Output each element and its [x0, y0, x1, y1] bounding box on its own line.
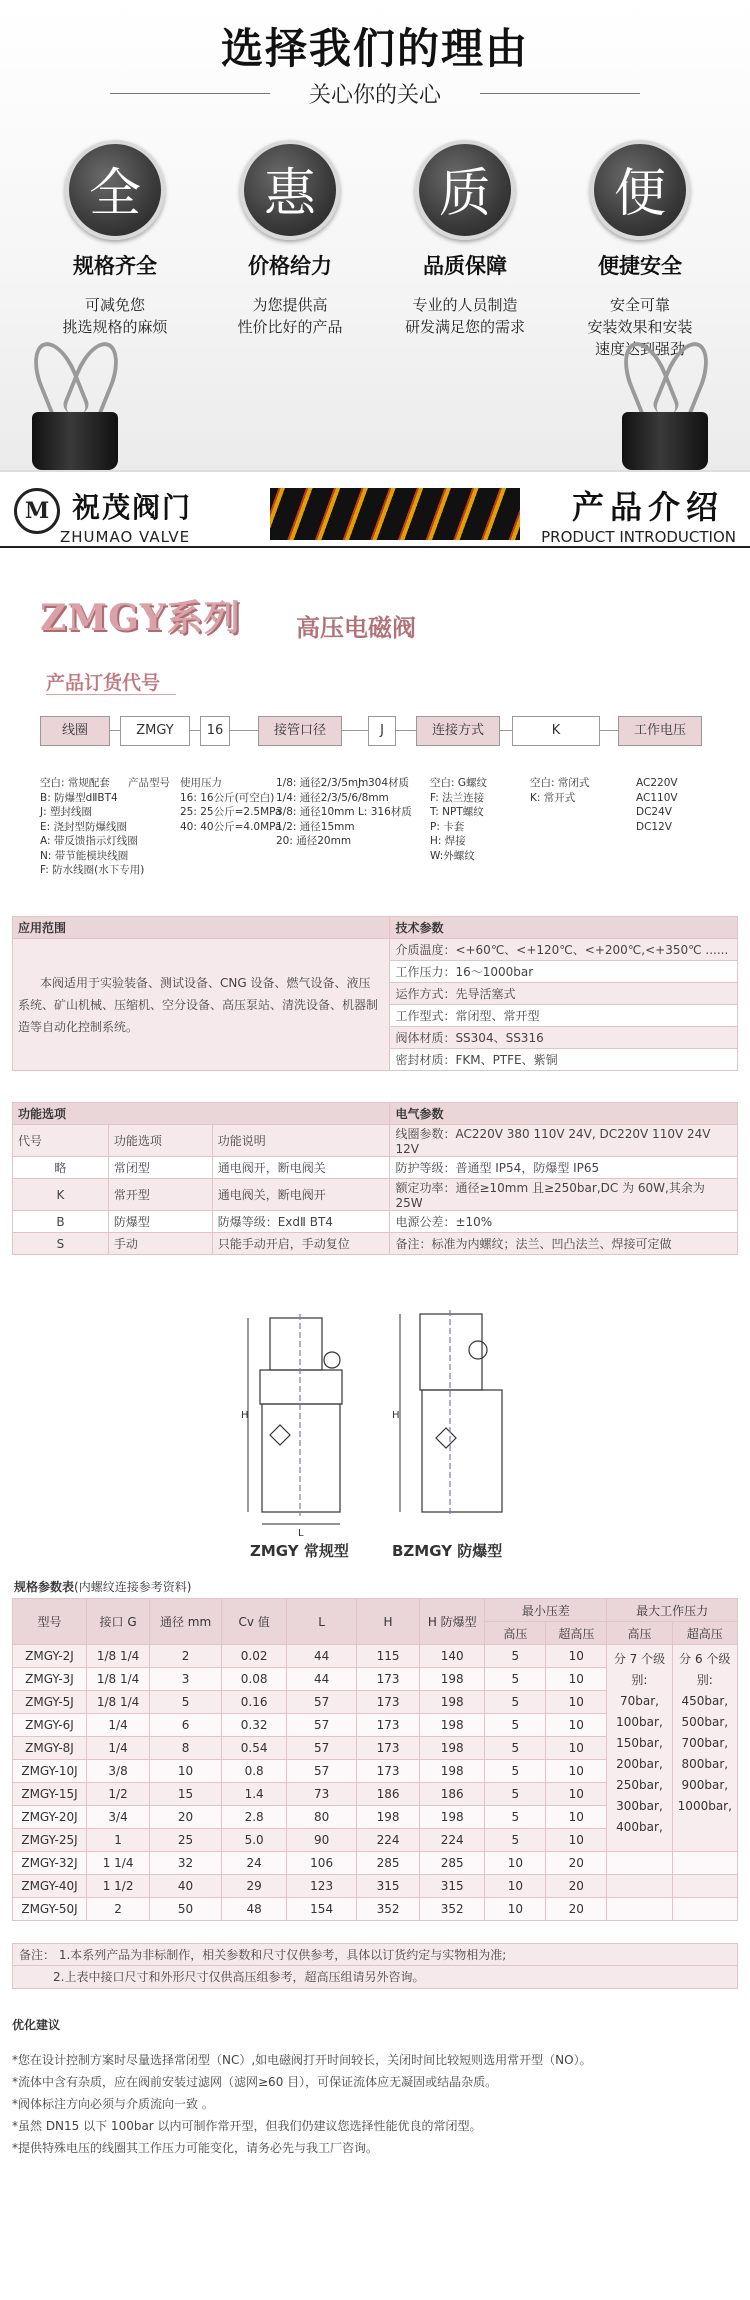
valve-body — [422, 1390, 502, 1512]
application-text — [13, 939, 390, 1071]
table-cell: 352 — [356, 1898, 419, 1921]
table-cell: 224 — [420, 1829, 485, 1852]
table-cell: 186 — [420, 1783, 485, 1806]
func-option: 常闭型 — [108, 1157, 212, 1179]
binder-clip-right-icon — [600, 330, 730, 470]
table-cell: ZMGY-8J — [13, 1737, 87, 1760]
table-cell: 20 — [546, 1898, 607, 1921]
table-cell: 173 — [356, 1737, 419, 1760]
valve-dimension-diagrams — [240, 1310, 530, 1540]
pressure-level-line: 250bar, — [616, 1778, 663, 1792]
table-cell: 20 — [150, 1806, 222, 1829]
table-cell: 57 — [287, 1714, 357, 1737]
table-cell: 0.54 — [221, 1737, 286, 1760]
param-title-text: 规格参数表 — [14, 1580, 75, 1594]
table-cell: ZMGY-5J — [13, 1691, 87, 1714]
code-box-valve-state: K — [512, 716, 600, 746]
code-desc-material: J: 304材质 L: 316材质 — [358, 777, 412, 818]
application-heading: 应用范围 — [13, 917, 390, 939]
table-cell: 10 — [546, 1829, 607, 1852]
table-cell: 0.32 — [221, 1714, 286, 1737]
table-cell: 8 — [150, 1737, 222, 1760]
code-desc-valve-state: 空白: 常闭式 K: 常开式 — [530, 777, 590, 804]
table-cell: ZMGY-15J — [13, 1783, 87, 1806]
feature-desc-line: 安全可靠 — [609, 296, 670, 314]
table-cell: 3/8 — [87, 1760, 150, 1783]
advice-section — [12, 2000, 738, 2159]
decorative-stripes — [270, 488, 520, 540]
table-cell: 5 — [485, 1714, 546, 1737]
func-heading: 功能选项 — [13, 1103, 390, 1125]
table-cell: 5 — [150, 1691, 222, 1714]
col-port: 接口 G — [87, 1599, 150, 1645]
table-cell: 5 — [485, 1645, 546, 1668]
table-cell: 90 — [287, 1829, 357, 1852]
table-cell: 1/4 — [87, 1737, 150, 1760]
diagram-label-explosion-proof: BZMGY 防爆型 — [392, 1542, 503, 1560]
table-cell: ZMGY-25J — [13, 1829, 87, 1852]
table-cell: 0.02 — [221, 1645, 286, 1668]
table-cell-empty — [607, 1898, 672, 1921]
func-desc: 防爆等级：ExdⅡ BT4 — [212, 1211, 390, 1233]
param-table-title — [14, 1578, 191, 1595]
col-l: L — [287, 1599, 357, 1645]
table-cell: 44 — [287, 1668, 357, 1691]
feature-glyph-badge: 惠 — [240, 140, 340, 240]
feature-title: 规格齐全 — [73, 254, 157, 278]
table-cell: 10 — [546, 1806, 607, 1829]
sub-col-high: 高压 — [485, 1622, 546, 1645]
sub-col-high: 高压 — [607, 1622, 672, 1645]
table-cell: 1 1/4 — [87, 1852, 150, 1875]
feature-desc — [215, 294, 365, 338]
table-cell: ZMGY-10J — [13, 1760, 87, 1783]
pressure-level-line: 70bar, — [619, 1694, 659, 1708]
brand-name-en: ZHUMAO VALVE — [60, 528, 191, 546]
table-cell: 2.8 — [221, 1806, 286, 1829]
feature-desc-line: 为您提供高 — [252, 296, 328, 314]
feature-desc-line: 速度达到强劲 — [594, 340, 685, 358]
code-desc-model: 产品型号 — [128, 777, 170, 789]
feature-glyph-badge: 全 — [65, 140, 165, 240]
table-row — [13, 1898, 738, 1921]
elec-row: 电源公差：±10% — [390, 1211, 738, 1233]
table-cell: 1/8 1/4 — [87, 1668, 150, 1691]
feature-desc-line: 安装效果和安装 — [587, 318, 693, 336]
tech-row: 工作型式：常闭型、常开型 — [390, 1005, 738, 1027]
func-code: K — [13, 1179, 109, 1211]
table-row — [13, 1645, 738, 1668]
table-cell: 20 — [546, 1875, 607, 1898]
brand-logo-icon: M — [14, 488, 60, 534]
banner-subtitle: 关心你的关心 — [308, 83, 441, 108]
table-cell: 48 — [221, 1898, 286, 1921]
pressure-level-line: 900bar, — [681, 1778, 729, 1792]
table-cell-empty — [607, 1875, 672, 1898]
feature-desc-line: 可减免您 — [84, 296, 145, 314]
pressure-level-line: 1000bar, — [677, 1799, 732, 1813]
table-cell: 29 — [221, 1875, 286, 1898]
pressure-level-line: 别: — [696, 1673, 713, 1687]
advice-line: *虽然 DN15 以下 100bar 以内可制作常开型，但我们仍建议您选择性能优良的常闭型。 — [12, 2119, 482, 2133]
table-cell: 10 — [150, 1760, 222, 1783]
table-cell: 0.8 — [221, 1760, 286, 1783]
port-thread — [436, 1428, 456, 1448]
pressure-level-line: 400bar, — [616, 1820, 663, 1834]
table-cell: 40 — [150, 1875, 222, 1898]
code-desc-port-size: 1/8: 通径2/3/5mm 1/4: 通径2/3/5/6/8mm 3/8: 通径10mm 1/2: 通径15mm 20: 通径20mm — [276, 777, 389, 847]
table-cell: 1.4 — [221, 1783, 286, 1806]
tech-row: 运作方式：先导活塞式 — [390, 983, 738, 1005]
col-h-explosion: H 防爆型 — [420, 1599, 485, 1645]
feature-desc-line: 研发满足您的需求 — [404, 318, 525, 336]
table-cell-empty — [672, 1852, 737, 1875]
func-code: 略 — [13, 1157, 109, 1179]
table-cell: 80 — [287, 1806, 357, 1829]
brand-name-cn: 祝茂阀门 — [72, 491, 193, 524]
advice-line: *提供特殊电压的线圈其工作压力可能变化，请务必先与我工厂咨询。 — [12, 2141, 379, 2155]
table-cell: 5 — [485, 1806, 546, 1829]
product-intro-en: PRODUCT INTRODUCTION — [541, 528, 736, 546]
table-cell: 315 — [356, 1875, 419, 1898]
table-cell: 285 — [356, 1852, 419, 1875]
table-cell: 352 — [420, 1898, 485, 1921]
code-box-port-size: 接管口径 — [258, 716, 342, 746]
table-cell: 0.08 — [221, 1668, 286, 1691]
col-group-min-diff: 最小压差 — [485, 1599, 607, 1622]
banner-subtitle-row — [110, 78, 640, 108]
col-group-max-pressure: 最大工作压力 — [607, 1599, 738, 1622]
series-type: 高压电磁阀 — [296, 613, 416, 642]
note-line: 备注： 1.本系列产品为非标制作，相关参数和尺寸仅供参考，具体以订货约定与实物相为准; — [13, 1944, 737, 1966]
tech-row: 工作压力：16～1000bar — [390, 961, 738, 983]
feature-card-price — [215, 140, 365, 338]
code-box-connection: 连接方式 — [416, 716, 500, 746]
pressure-level-line: 分 7 个级 — [613, 1652, 666, 1666]
pressure-level-line: 150bar, — [616, 1736, 663, 1750]
code-desc-connection: 空白: G螺纹 F: 法兰连接 T: NPT螺纹 P: 卡套 H: 焊接 W:外螺纹 — [430, 777, 488, 862]
table-cell: 10 — [546, 1760, 607, 1783]
tech-row: 阀体材质：SS304、SS316 — [390, 1027, 738, 1049]
table-cell: 1/8 1/4 — [87, 1645, 150, 1668]
elec-heading: 电气参数 — [390, 1103, 738, 1125]
order-code-title: 产品订货代号 — [46, 672, 161, 694]
dim-l-text: L — [298, 1528, 304, 1539]
tech-heading: 技术参数 — [390, 917, 738, 939]
func-option: 常开型 — [108, 1179, 212, 1211]
feature-card-quality — [390, 140, 540, 338]
table-cell: 198 — [356, 1806, 419, 1829]
table-cell: ZMGY-40J — [13, 1875, 87, 1898]
table-cell: 1/8 1/4 — [87, 1691, 150, 1714]
pressure-level-line: 800bar, — [681, 1757, 729, 1771]
elec-row: 额定功率：通径≥10mm 且≥250bar,DC 为 60W,其余为 25W — [390, 1179, 738, 1211]
feature-card-convenience — [565, 140, 715, 360]
feature-desc-line: 性价比好的产品 — [237, 318, 343, 336]
table-cell: 173 — [356, 1714, 419, 1737]
feature-glyph-badge: 便 — [590, 140, 690, 240]
code-desc-coil: 空白: 常规配套 B: 防爆型dⅡBT4 J: 塑封线圈 E: 浇封型防爆线圈 A: 带反馈指示灯线圈 N: 带节能模块线圈 F: 防水线圈(水下专用) — [40, 777, 145, 876]
feature-title: 品质保障 — [423, 254, 507, 278]
code-desc-pressure: 使用压力 16: 16公斤(可空白) 25: 25公斤=2.5MPa 40: 40公斤=4.0MPa — [180, 777, 282, 833]
param-title-note: (内螺纹连接参考资料) — [74, 1580, 192, 1594]
banner-title: 选择我们的理由 — [220, 24, 529, 73]
clip-jaw — [622, 412, 708, 470]
sub-col-ultra: 超高压 — [546, 1622, 607, 1645]
table-cell: 198 — [420, 1714, 485, 1737]
table-cell: 285 — [420, 1852, 485, 1875]
table-cell: 5 — [485, 1737, 546, 1760]
feature-title: 价格给力 — [248, 254, 332, 278]
port-thread — [270, 1425, 290, 1445]
table-cell: 198 — [420, 1691, 485, 1714]
table-cell: 5 — [485, 1760, 546, 1783]
table-cell: 6 — [150, 1714, 222, 1737]
param-table — [12, 1598, 738, 1921]
dim-h-text: H — [241, 1410, 249, 1421]
elec-row: 备注：标准为内螺纹；法兰、凹凸法兰、焊接可定做 — [390, 1233, 738, 1255]
table-cell: ZMGY-3J — [13, 1668, 87, 1691]
reasons-banner — [0, 0, 750, 470]
brand-divider — [0, 546, 750, 548]
table-cell: 25 — [150, 1829, 222, 1852]
func-code: S — [13, 1233, 109, 1255]
table-cell: 10 — [485, 1898, 546, 1921]
feature-card-complete — [40, 140, 190, 338]
dim-h-text: H — [392, 1410, 400, 1421]
advice-line: *您在设计控制方案时尽量选择常闭型（NC）,如电磁阀打开时间较长，关闭时间比较短则选用常开型（NO）。 — [12, 2053, 592, 2067]
table-cell: 10 — [485, 1852, 546, 1875]
table-cell: 224 — [356, 1829, 419, 1852]
feature-desc — [390, 294, 540, 338]
table-cell: 186 — [356, 1783, 419, 1806]
table-cell: 57 — [287, 1737, 357, 1760]
table-cell: 20 — [546, 1852, 607, 1875]
code-desc-voltage: AC220V AC110V DC24V DC12V — [636, 777, 678, 833]
table-cell: 5 — [485, 1668, 546, 1691]
table-cell: 315 — [420, 1875, 485, 1898]
col-h: H — [356, 1599, 419, 1645]
clip-jaw — [32, 412, 118, 470]
max-pressure-ultra-cell — [672, 1645, 737, 1852]
table-cell: 10 — [546, 1714, 607, 1737]
table-cell: 115 — [356, 1645, 419, 1668]
pressure-level-line: 500bar, — [681, 1715, 729, 1729]
feature-title: 便捷安全 — [598, 254, 682, 278]
table-cell: 198 — [420, 1806, 485, 1829]
table-cell: 57 — [287, 1760, 357, 1783]
table-cell: 10 — [485, 1875, 546, 1898]
diagram-standard — [248, 1314, 342, 1524]
table-cell: 10 — [546, 1645, 607, 1668]
advice-title: 优化建议 — [12, 2018, 61, 2032]
code-box-material: J — [368, 716, 396, 746]
table-cell: 2 — [87, 1898, 150, 1921]
table-cell: 5 — [485, 1829, 546, 1852]
table-row — [13, 1852, 738, 1875]
coil-housing — [420, 1314, 482, 1390]
product-intro-cn: 产品介绍 — [571, 488, 724, 526]
table-cell: 10 — [546, 1783, 607, 1806]
feature-desc-line: 专业的人员制造 — [412, 296, 518, 314]
sub-col-ultra: 超高压 — [672, 1622, 737, 1645]
max-pressure-high-cell — [607, 1645, 672, 1852]
feature-desc-line: 挑选规格的麻烦 — [62, 318, 168, 336]
series-title: ZMGY系列 — [40, 597, 241, 639]
elec-row: 防护等级：普通型 IP54，防爆型 IP65 — [390, 1157, 738, 1179]
table-cell: 10 — [546, 1691, 607, 1714]
table-cell: 198 — [420, 1668, 485, 1691]
func-code: B — [13, 1211, 109, 1233]
table-cell: 140 — [420, 1645, 485, 1668]
col-model: 型号 — [13, 1599, 87, 1645]
code-box-model: ZMGY — [120, 716, 190, 746]
application-text-line: 系统、矿山机械、压缩机、空分设备、高压泵站、清洗设备、机器制 — [18, 997, 379, 1012]
table-cell-empty — [607, 1852, 672, 1875]
coil-housing — [270, 1318, 322, 1370]
func-option: 防爆型 — [108, 1211, 212, 1233]
func-col-code: 代号 — [13, 1125, 109, 1157]
advice-line: *阀体标注方向必须与介质流向一致 。 — [12, 2097, 214, 2111]
code-box-coil: 线圈 — [40, 716, 110, 746]
pressure-level-line: 别: — [631, 1673, 648, 1687]
pressure-level-line: 200bar, — [616, 1757, 663, 1771]
col-bore: 通径 mm — [150, 1599, 222, 1645]
table-cell: 1/4 — [87, 1714, 150, 1737]
table-cell: 123 — [287, 1875, 357, 1898]
table-cell: 1 1/2 — [87, 1875, 150, 1898]
pressure-level-line: 450bar, — [681, 1694, 729, 1708]
pressure-level-line: 100bar, — [616, 1715, 663, 1729]
diagram-explosion-proof — [400, 1310, 502, 1516]
pressure-level-line: 700bar, — [681, 1736, 729, 1750]
pressure-level-line: 分 6 个级 — [679, 1652, 731, 1666]
subtitle-divider-right — [480, 93, 640, 94]
table-cell: 173 — [356, 1668, 419, 1691]
table-cell: 5 — [485, 1691, 546, 1714]
brand-header — [0, 470, 750, 558]
table-cell-empty — [672, 1875, 737, 1898]
diagram-label-standard: ZMGY 常规型 — [250, 1542, 349, 1560]
table-cell: 173 — [356, 1760, 419, 1783]
table-cell: 5.0 — [221, 1829, 286, 1852]
func-desc: 通电阀关，断电阀开 — [212, 1179, 390, 1211]
table-cell: 73 — [287, 1783, 357, 1806]
table-cell: ZMGY-20J — [13, 1806, 87, 1829]
table-cell: ZMGY-6J — [13, 1714, 87, 1737]
table-cell: 10 — [546, 1737, 607, 1760]
func-desc: 只能手动开启，手动复位 — [212, 1233, 390, 1255]
application-text-line: 本阀适用于实验装备、测试设备、CNG 设备、燃气设备、液压 — [40, 975, 371, 990]
table-cell: 57 — [287, 1691, 357, 1714]
advice-line: *流体中含有杂质，应在阀前安装过滤网（滤网≥60 目），可保证流体应无凝固或结晶杂质。 — [12, 2075, 498, 2089]
table-cell: 3/4 — [87, 1806, 150, 1829]
note-line: 2.上表中接口尺寸和外形尺寸仅供高压组参考，超高压组请另外咨询。 — [53, 1970, 425, 1984]
col-cv: Cv 值 — [221, 1599, 286, 1645]
param-notes — [12, 1943, 738, 1989]
func-col-option: 功能选项 — [108, 1125, 212, 1157]
spec-table-functions — [12, 1102, 738, 1255]
tech-row: 密封材质：FKM、PTFE、紫铜 — [390, 1049, 738, 1071]
application-text-line: 造等自动化控制系统。 — [18, 1019, 139, 1034]
order-code-underline — [46, 694, 176, 695]
table-cell: 173 — [356, 1691, 419, 1714]
table-cell: 198 — [420, 1760, 485, 1783]
elec-row: 线圈参数：AC220V 380 110V 24V, DC220V 110V 24V 12V — [390, 1125, 738, 1157]
table-cell: 154 — [287, 1898, 357, 1921]
code-box-voltage: 工作电压 — [618, 716, 702, 746]
table-cell: 32 — [150, 1852, 222, 1875]
table-cell: 198 — [420, 1737, 485, 1760]
table-cell: 2 — [150, 1645, 222, 1668]
table-cell: ZMGY-2J — [13, 1645, 87, 1668]
func-option: 手动 — [108, 1233, 212, 1255]
valve-body — [262, 1404, 340, 1512]
table-cell: 3 — [150, 1668, 222, 1691]
table-cell: 106 — [287, 1852, 357, 1875]
table-row — [13, 1875, 738, 1898]
param-table-body — [13, 1645, 738, 1921]
spec-table-application — [12, 916, 738, 1071]
func-col-desc: 功能说明 — [212, 1125, 390, 1157]
table-cell: 5 — [485, 1783, 546, 1806]
tech-row: 介质温度：<+60℃、<+120℃、<+200℃,<+350℃ ...... — [390, 939, 738, 961]
table-cell: 0.16 — [221, 1691, 286, 1714]
table-cell: ZMGY-32J — [13, 1852, 87, 1875]
table-cell: 44 — [287, 1645, 357, 1668]
feature-glyph-badge: 质 — [415, 140, 515, 240]
table-cell: ZMGY-50J — [13, 1898, 87, 1921]
table-cell: 24 — [221, 1852, 286, 1875]
terminal — [324, 1352, 340, 1368]
func-desc: 通电阀开，断电阀关 — [212, 1157, 390, 1179]
table-cell: 50 — [150, 1898, 222, 1921]
table-cell-empty — [672, 1898, 737, 1921]
code-box-pressure: 16 — [200, 716, 230, 746]
table-cell: 1 — [87, 1829, 150, 1852]
table-cell: 10 — [546, 1668, 607, 1691]
table-cell: 15 — [150, 1783, 222, 1806]
pressure-level-line: 300bar, — [616, 1799, 663, 1813]
table-cell: 1/2 — [87, 1783, 150, 1806]
binder-clip-left-icon — [10, 330, 140, 470]
terminal — [469, 1341, 487, 1359]
coil-body — [260, 1370, 342, 1404]
